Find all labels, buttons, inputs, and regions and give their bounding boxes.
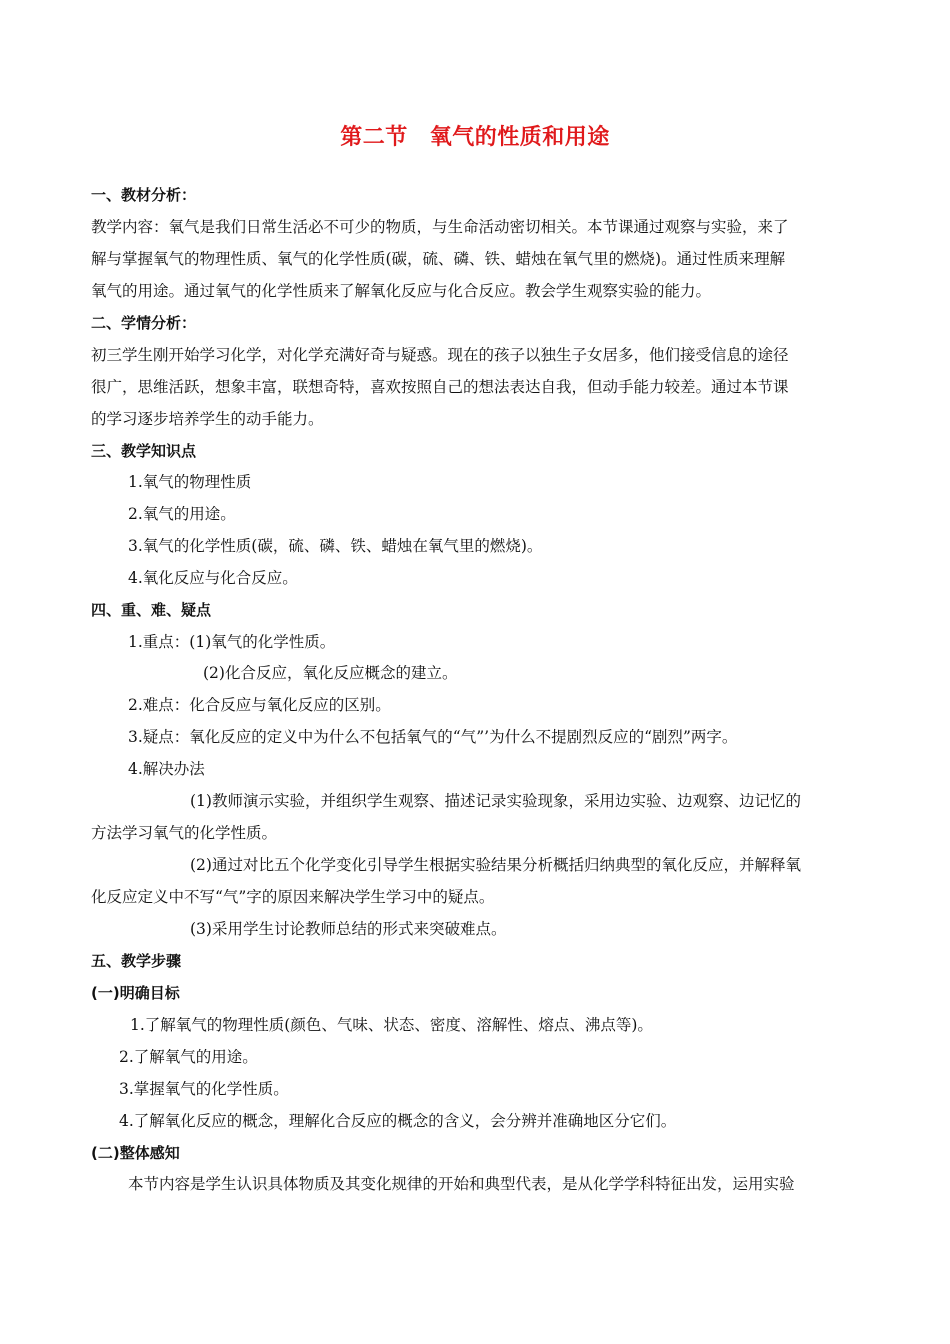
- subheading-overview: (二)整体感知: [91, 1144, 180, 1162]
- key-point-line: 1.重点：(1)氧气的化学性质。: [128, 633, 336, 651]
- solution-line: (2)通过对比五个化学变化引导学生根据实验结果分析概括归纳典型的氧化反应，并解释氧: [190, 856, 801, 874]
- paragraph-line: 本节内容是学生认识具体物质及其变化规律的开始和典型代表，是从化学学科特征出发，运用实验: [128, 1175, 795, 1193]
- solution-line: (3)采用学生讨论教师总结的形式来突破难点。: [190, 920, 507, 938]
- subheading-goals: (一)明确目标: [91, 984, 180, 1002]
- goal-item: 3.掌握氧气的化学性质。: [119, 1080, 289, 1098]
- section-heading-key-difficult-points: 四、重、难、疑点: [91, 601, 212, 619]
- solution-line: 化反应定义中不写“气”字的原因来解决学生学习中的疑点。: [91, 888, 495, 906]
- section-heading-knowledge-points: 三、教学知识点: [91, 442, 197, 460]
- section-heading-student-analysis: 二、学情分析：: [91, 314, 197, 332]
- goal-item: 4.了解氧化反应的概念，理解化合反应的概念的含义，会分辨并准确地区分它们。: [119, 1112, 677, 1130]
- paragraph-line: 很广，思维活跃，想象丰富，联想奇特，喜欢按照自己的想法表达自我，但动手能力较差。通过本节课: [91, 378, 789, 396]
- page-title: [0, 120, 950, 151]
- list-item: 2.氧气的用途。: [128, 505, 236, 523]
- paragraph-line: 的学习逐步培养学生的动手能力。: [91, 410, 324, 428]
- paragraph-line: 解与掌握氧气的物理性质、氧气的化学性质(碳，硫、磷、铁、蜡烛在氧气里的燃烧)。通过性质来理解: [91, 250, 786, 268]
- paragraph-line: 初三学生刚开始学习化学，对化学充满好奇与疑惑。现在的孩子以独生子女居多，他们接受信息的途径: [91, 346, 789, 364]
- key-point-line: (2)化合反应，氧化反应概念的建立。: [203, 664, 458, 682]
- section-heading-teaching-steps: 五、教学步骤: [91, 952, 182, 970]
- section-heading-textbook-analysis: 一、教材分析：: [91, 186, 197, 204]
- solution-heading: 4.解决办法: [128, 760, 205, 778]
- list-item: 4.氧化反应与化合反应。: [128, 569, 298, 587]
- list-item: 3.氧气的化学性质(碳，硫、磷、铁、蜡烛在氧气里的燃烧)。: [128, 537, 543, 555]
- solution-line: 方法学习氧气的化学性质。: [91, 824, 278, 842]
- paragraph-line: 教学内容：氧气是我们日常生活必不可少的物质，与生命活动密切相关。本节课通过观察与实验，来了: [91, 218, 789, 236]
- paragraph-line: 氧气的用途。通过氧气的化学性质来了解氧化反应与化合反应。教会学生观察实验的能力。: [91, 282, 712, 300]
- title-section-number: 第二节: [340, 125, 408, 150]
- title-topic: 氧气的性质和用途: [429, 125, 610, 150]
- list-item: 1.氧气的物理性质: [128, 473, 252, 491]
- doubt-line: 3.疑点：氧化反应的定义中为什么不包括氧气的“气”’为什么不提剧烈反应的“剧烈”两字。: [128, 728, 738, 746]
- difficulty-line: 2.难点：化合反应与氧化反应的区别。: [128, 696, 391, 714]
- goal-item: 2.了解氧气的用途。: [119, 1048, 258, 1066]
- goal-item: 1.了解氧气的物理性质(颜色、气味、状态、密度、溶解性、熔点、沸点等)。: [130, 1016, 653, 1034]
- solution-line: (1)教师演示实验，并组织学生观察、描述记录实验现象，采用边实验、边观察、边记忆的: [190, 792, 801, 810]
